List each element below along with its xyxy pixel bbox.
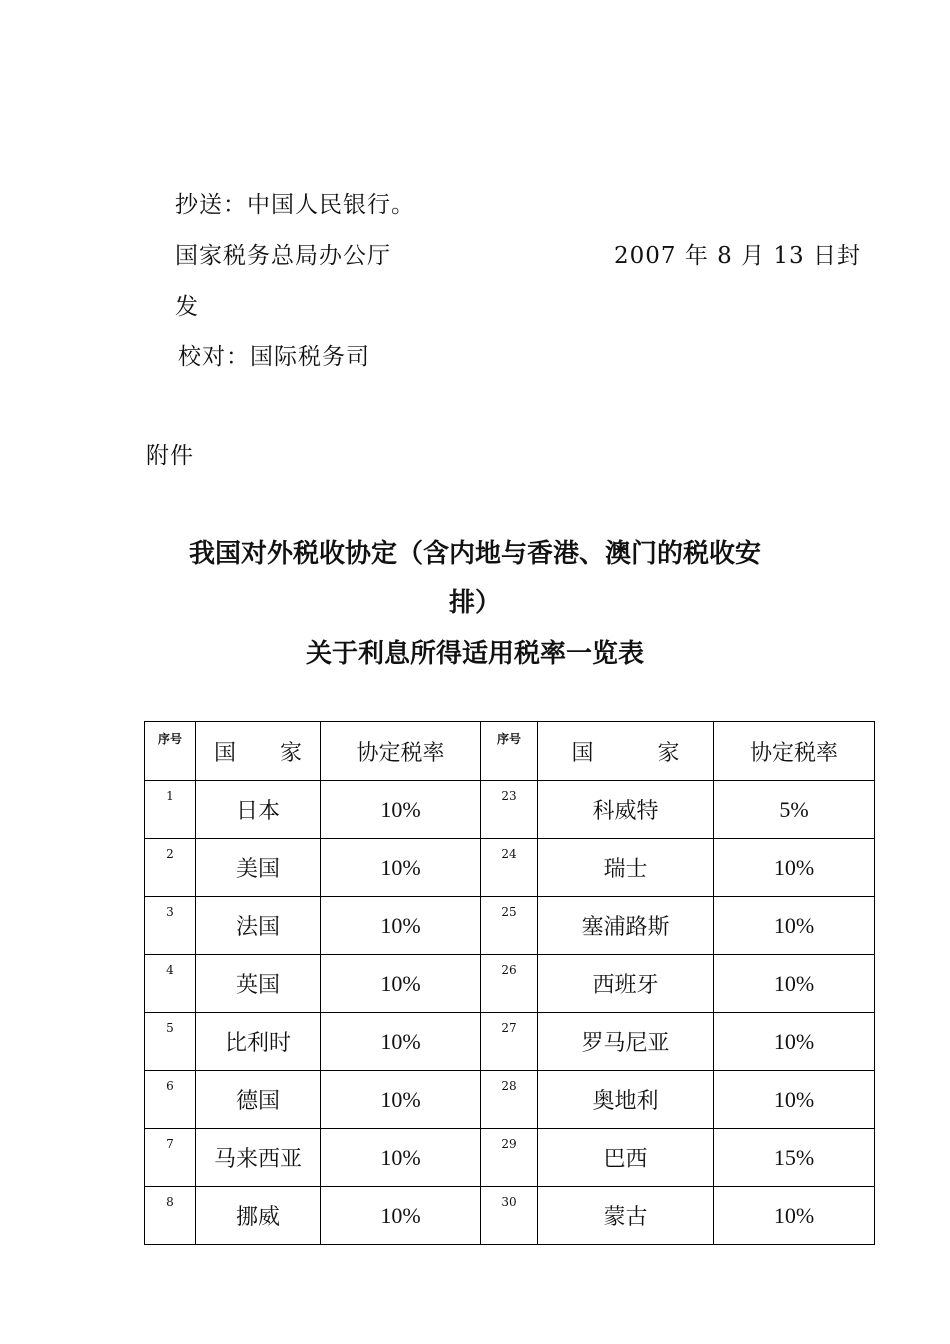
table-row <box>145 1013 875 1071</box>
row-rate-left: 10% <box>321 955 481 1013</box>
row-country-left: 挪威 <box>196 1187 321 1245</box>
attachment-label: 附件 <box>146 443 194 469</box>
row-no-right: 23 <box>481 781 538 839</box>
row-rate-left: 10% <box>321 781 481 839</box>
doc-title-line2: 排） <box>448 588 501 618</box>
row-rate-right: 10% <box>714 1187 875 1245</box>
row-rate-right: 5% <box>714 781 875 839</box>
header-country-char-a: 国 <box>571 740 594 766</box>
row-country-right: 塞浦路斯 <box>538 897 714 955</box>
row-no-right: 30 <box>481 1187 538 1245</box>
header-country-left <box>196 722 321 781</box>
header-country-right <box>538 722 714 781</box>
row-country-right: 蒙古 <box>538 1187 714 1245</box>
header-country-char-a: 国 <box>213 740 236 766</box>
row-rate-right: 15% <box>714 1129 875 1187</box>
row-rate-right: 10% <box>714 955 875 1013</box>
issue-date: 2007 年 8 月 13 日封 <box>614 243 861 269</box>
row-rate-right: 10% <box>714 1071 875 1129</box>
row-no-left: 2 <box>145 839 196 897</box>
header-no-left: 序号 <box>145 722 196 781</box>
row-country-left: 英国 <box>196 955 321 1013</box>
row-country-right: 罗马尼亚 <box>538 1013 714 1071</box>
row-rate-left: 10% <box>321 897 481 955</box>
header-no-right: 序号 <box>481 722 538 781</box>
row-country-left: 马来西亚 <box>196 1129 321 1187</box>
row-rate-left: 10% <box>321 1129 481 1187</box>
row-country-left: 美国 <box>196 839 321 897</box>
row-country-right: 巴西 <box>538 1129 714 1187</box>
row-no-right: 26 <box>481 955 538 1013</box>
table-row <box>145 781 875 839</box>
table-row <box>145 1129 875 1187</box>
proofread-line: 校对：国际税务司 <box>178 344 370 370</box>
doc-title-line3: 关于利息所得适用税率一览表 <box>305 639 644 669</box>
row-no-left: 5 <box>145 1013 196 1071</box>
row-rate-left: 10% <box>321 1013 481 1071</box>
tax-rate-table <box>144 721 875 1245</box>
row-no-left: 3 <box>145 897 196 955</box>
header-country-char-b: 家 <box>657 740 680 766</box>
row-country-right: 科威特 <box>538 781 714 839</box>
row-no-left: 1 <box>145 781 196 839</box>
cc-line: 抄送：中国人民银行。 <box>175 192 415 218</box>
row-country-left: 比利时 <box>196 1013 321 1071</box>
header-rate-left: 协定税率 <box>321 722 481 781</box>
row-country-left: 日本 <box>196 781 321 839</box>
header-rate-right: 协定税率 <box>714 722 875 781</box>
table-header-row <box>145 722 875 781</box>
row-country-left: 德国 <box>196 1071 321 1129</box>
row-no-left: 4 <box>145 955 196 1013</box>
header-country-char-b: 家 <box>280 740 303 766</box>
doc-title-line1: 我国对外税收协定（含内地与香港、澳门的税收安 <box>188 539 761 569</box>
table-row <box>145 839 875 897</box>
row-no-right: 27 <box>481 1013 538 1071</box>
table-row <box>145 897 875 955</box>
row-rate-left: 10% <box>321 1071 481 1129</box>
issue-date-cont: 发 <box>175 294 199 320</box>
row-no-left: 6 <box>145 1071 196 1129</box>
row-country-right: 西班牙 <box>538 955 714 1013</box>
issuer-line: 国家税务总局办公厅 <box>175 243 391 269</box>
table-row <box>145 955 875 1013</box>
row-no-right: 25 <box>481 897 538 955</box>
row-country-left: 法国 <box>196 897 321 955</box>
row-no-left: 8 <box>145 1187 196 1245</box>
table-row <box>145 1187 875 1245</box>
row-no-right: 29 <box>481 1129 538 1187</box>
row-rate-right: 10% <box>714 839 875 897</box>
table-row <box>145 1071 875 1129</box>
row-rate-right: 10% <box>714 897 875 955</box>
row-rate-right: 10% <box>714 1013 875 1071</box>
row-rate-left: 10% <box>321 1187 481 1245</box>
row-country-right: 奥地利 <box>538 1071 714 1129</box>
row-country-right: 瑞士 <box>538 839 714 897</box>
row-no-right: 28 <box>481 1071 538 1129</box>
row-rate-left: 10% <box>321 839 481 897</box>
row-no-left: 7 <box>145 1129 196 1187</box>
row-no-right: 24 <box>481 839 538 897</box>
